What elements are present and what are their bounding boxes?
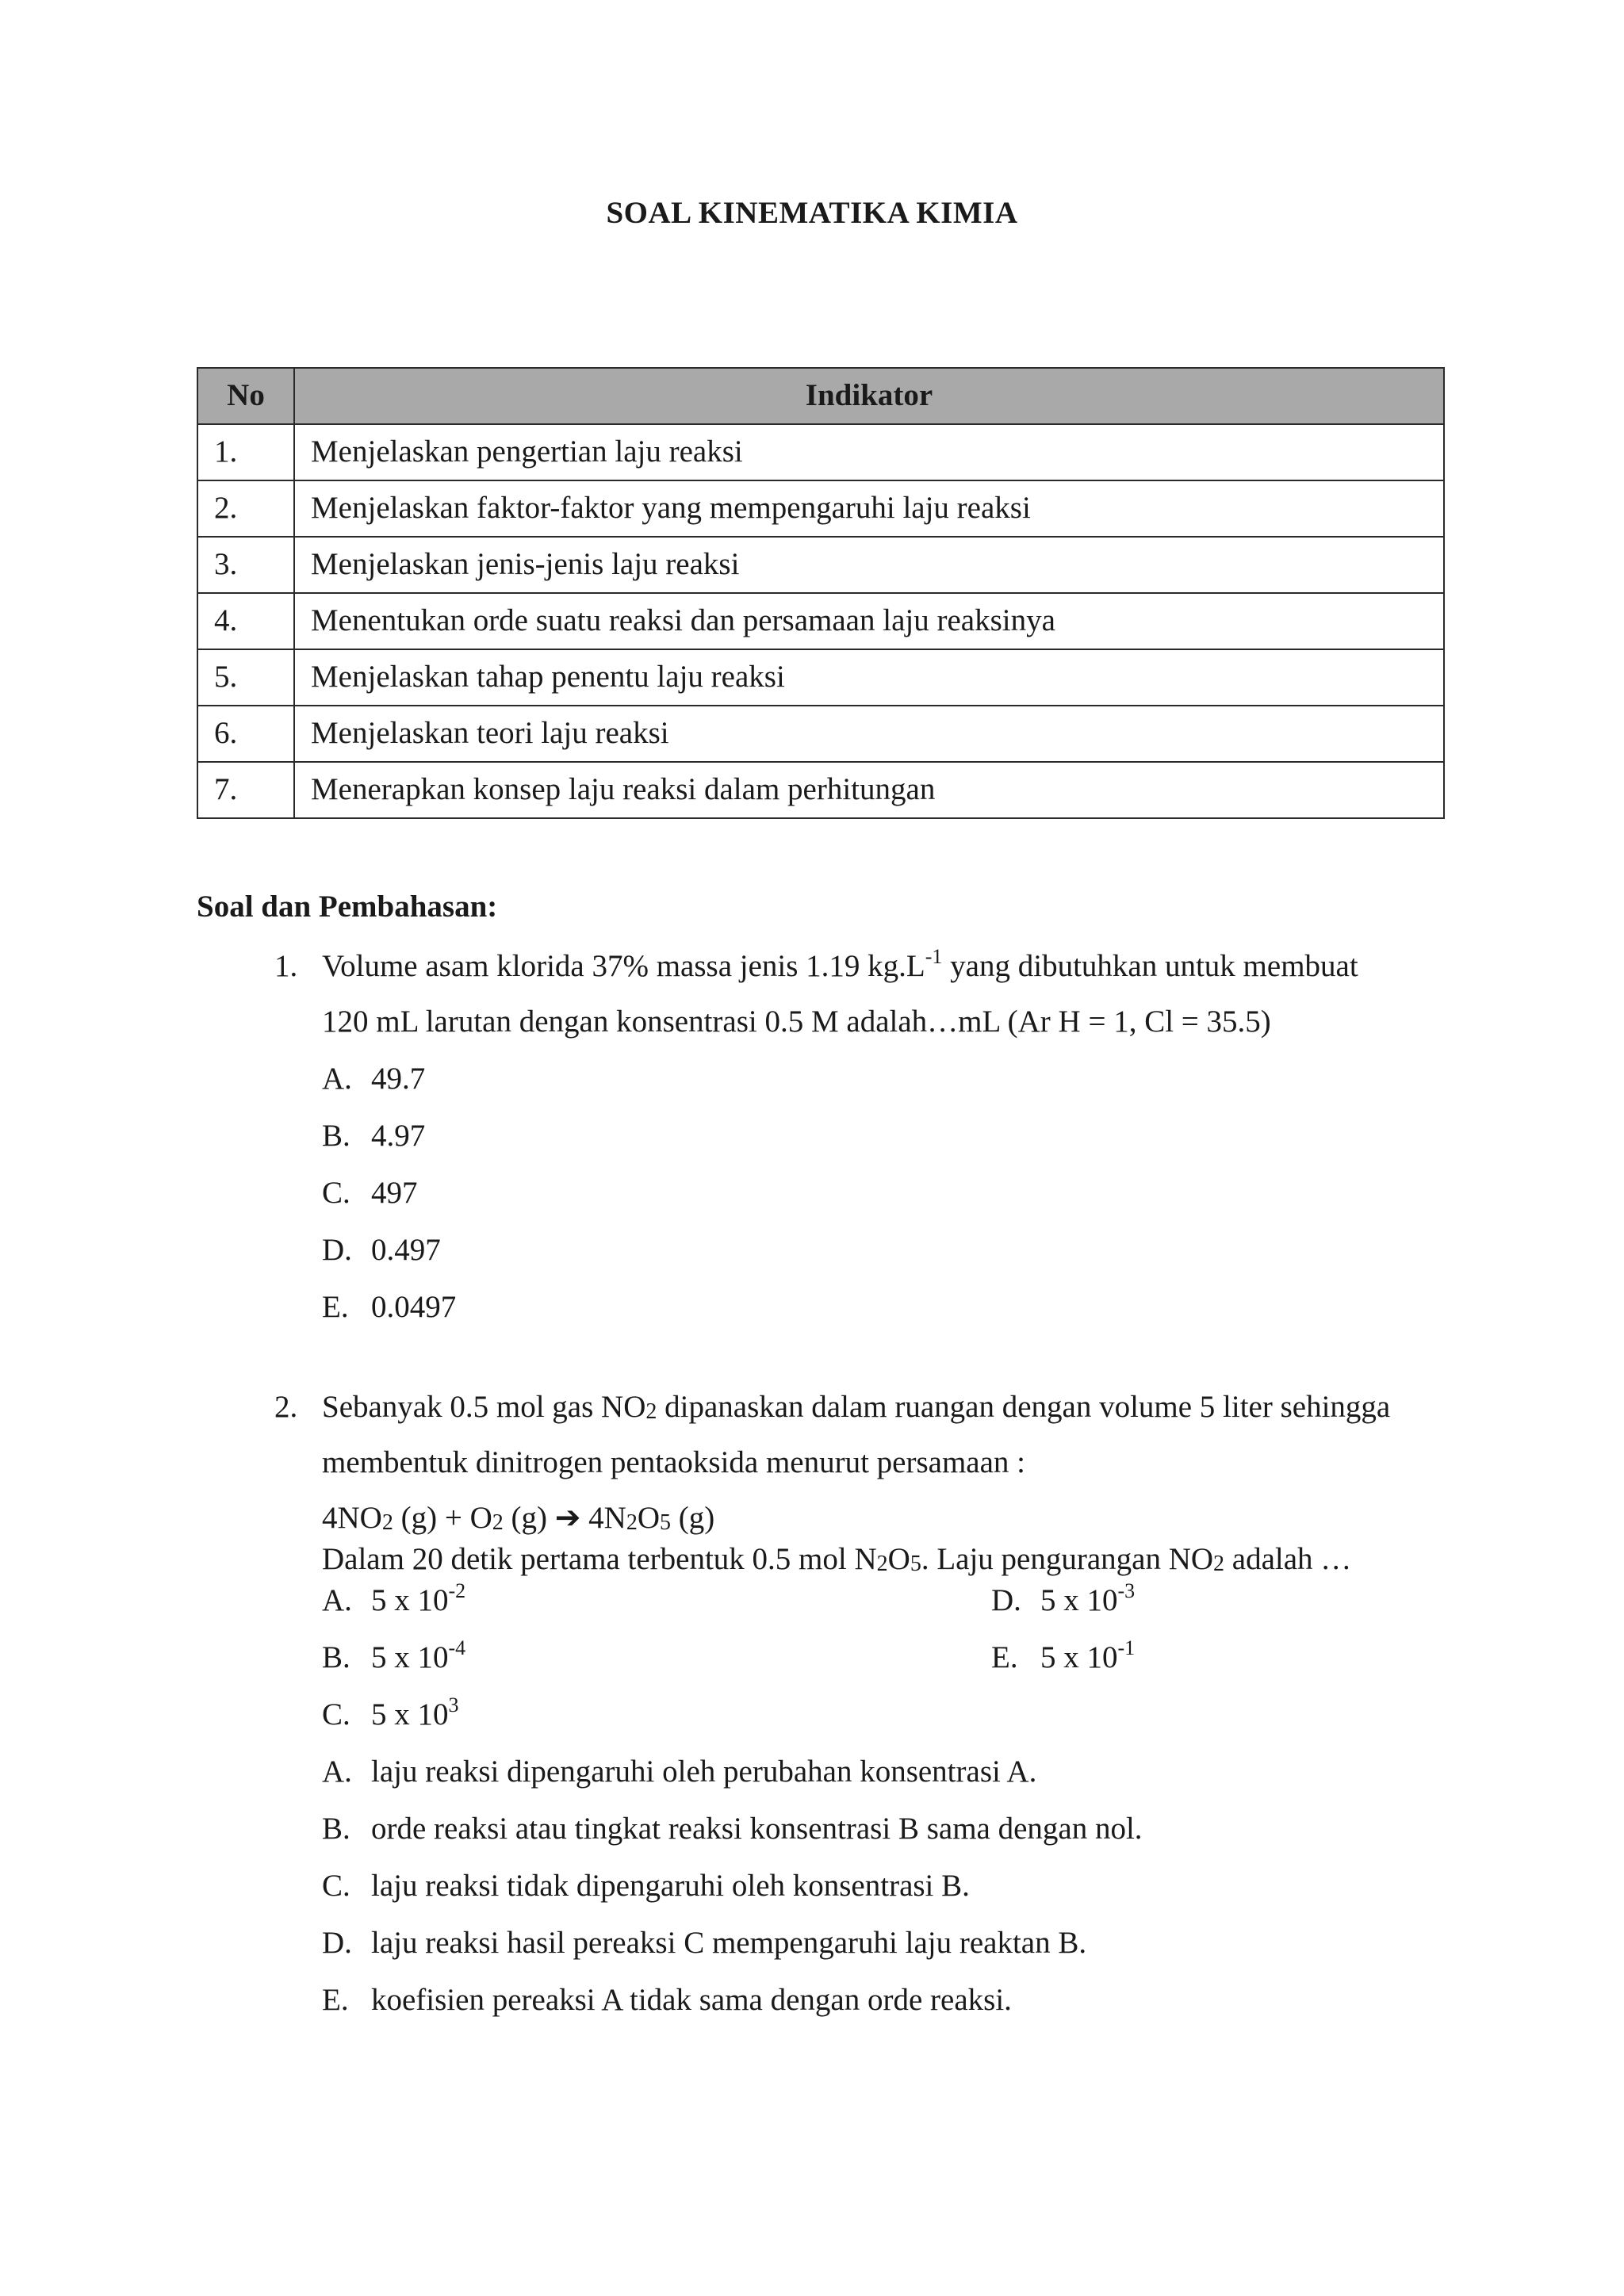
table-row: [197, 762, 1444, 818]
q1-option-e: E. 0.0497: [322, 1290, 457, 1324]
q1-option-a: A. 49.7: [322, 1062, 426, 1096]
column-header-indikator: Indikator: [294, 368, 1444, 424]
row-number: 7.: [197, 762, 294, 818]
q1-option-b: B. 4.97: [322, 1119, 426, 1153]
table-row: [197, 424, 1444, 480]
table-row: [197, 649, 1444, 706]
table-row: [197, 706, 1444, 762]
q1-text-a: Volume asam klorida 37% massa jenis 1.19 kg.L: [322, 949, 925, 983]
section-heading: Soal dan Pembahasan:: [197, 890, 498, 924]
row-indicator: Menjelaskan jenis-jenis laju reaksi: [294, 537, 1444, 593]
q2-option-c: C. 5 x $10^3$: [322, 1693, 459, 1732]
question-2-line-2: membentuk dinitrogen pentaoksida menurut persamaan :: [322, 1445, 1026, 1479]
row-indicator: Menjelaskan tahap penentu laju reaksi: [294, 649, 1444, 706]
table-row: [197, 593, 1444, 649]
row-indicator: Menjelaskan teori laju reaksi: [294, 706, 1444, 762]
extra-option-d: D. laju reaksi hasil pereaksi C mempengaruhi laju reaktan B.: [322, 1926, 1087, 1960]
table-header-row: [197, 368, 1444, 424]
extra-option-e: E. koefisien pereaksi A tidak sama dengan orde reaksi.: [322, 1983, 1012, 2017]
question-2-number: 2.: [274, 1390, 298, 1424]
row-number: 5.: [197, 649, 294, 706]
q1-text-b: yang dibutuhkan untuk membuat: [942, 949, 1358, 983]
row-number: 4.: [197, 593, 294, 649]
row-indicator: Menjelaskan pengertian laju reaksi: [294, 424, 1444, 480]
column-header-no: No: [197, 368, 294, 424]
table-row: [197, 537, 1444, 593]
q2-option-e: E. 5 x $10^{-1}$: [991, 1636, 1136, 1674]
q1-option-d: D. 0.497: [322, 1233, 441, 1267]
q1-option-c: C. 497: [322, 1176, 418, 1210]
row-indicator: Menerapkan konsep laju reaksi dalam perhitungan: [294, 762, 1444, 818]
question-1-line-2: 120 mL larutan dengan konsentrasi 0.5 M adalah…mL (Ar H = 1, Cl = 35.5): [322, 1004, 1271, 1039]
question-1-number: 1.: [274, 949, 298, 983]
row-number: 1.: [197, 424, 294, 480]
indicator-table: [197, 367, 1445, 819]
q2-option-a: A. 5 x $10^{-2}$: [322, 1579, 466, 1617]
question-1-line-1: [322, 945, 1435, 985]
q2-option-d: D. 5 x $10^{-3}$: [991, 1579, 1136, 1617]
row-number: 2.: [197, 480, 294, 537]
row-indicator: Menentukan orde suatu reaksi dan persamaan laju reaksinya: [294, 593, 1444, 649]
q2-option-b: B. 5 x $10^{-4}$: [322, 1636, 466, 1674]
page-title: SOAL KINEMATIKA KIMIA: [606, 196, 1018, 230]
question-2-line-1: Sebanyak 0.5 mol gas NO2 dipanaskan dalam ruangan dengan volume 5 liter sehingga: [322, 1390, 1391, 1424]
extra-option-c: C. laju reaksi tidak dipengaruhi oleh konsentrasi B.: [322, 1869, 970, 1903]
table-row: [197, 480, 1444, 537]
q1-superscript: -1: [925, 945, 943, 968]
row-number: 6.: [197, 706, 294, 762]
extra-option-b: B. orde reaksi atau tingkat reaksi konsentrasi B sama dengan nol.: [322, 1812, 1143, 1846]
extra-option-a: A. laju reaksi dipengaruhi oleh perubahan konsentrasi A.: [322, 1755, 1037, 1789]
arrow-icon: ➔: [554, 1501, 581, 1535]
reaction-equation: 4NO2 (g) + O2 (g) ➔ 4N2O5 (g): [322, 1501, 715, 1535]
row-indicator: Menjelaskan faktor-faktor yang mempengaruhi laju reaksi: [294, 480, 1444, 537]
question-2-line-4: Dalam 20 detik pertama terbentuk 0.5 mol N2O5. Laju pengurangan NO2 adalah …: [322, 1542, 1352, 1576]
row-number: 3.: [197, 537, 294, 593]
